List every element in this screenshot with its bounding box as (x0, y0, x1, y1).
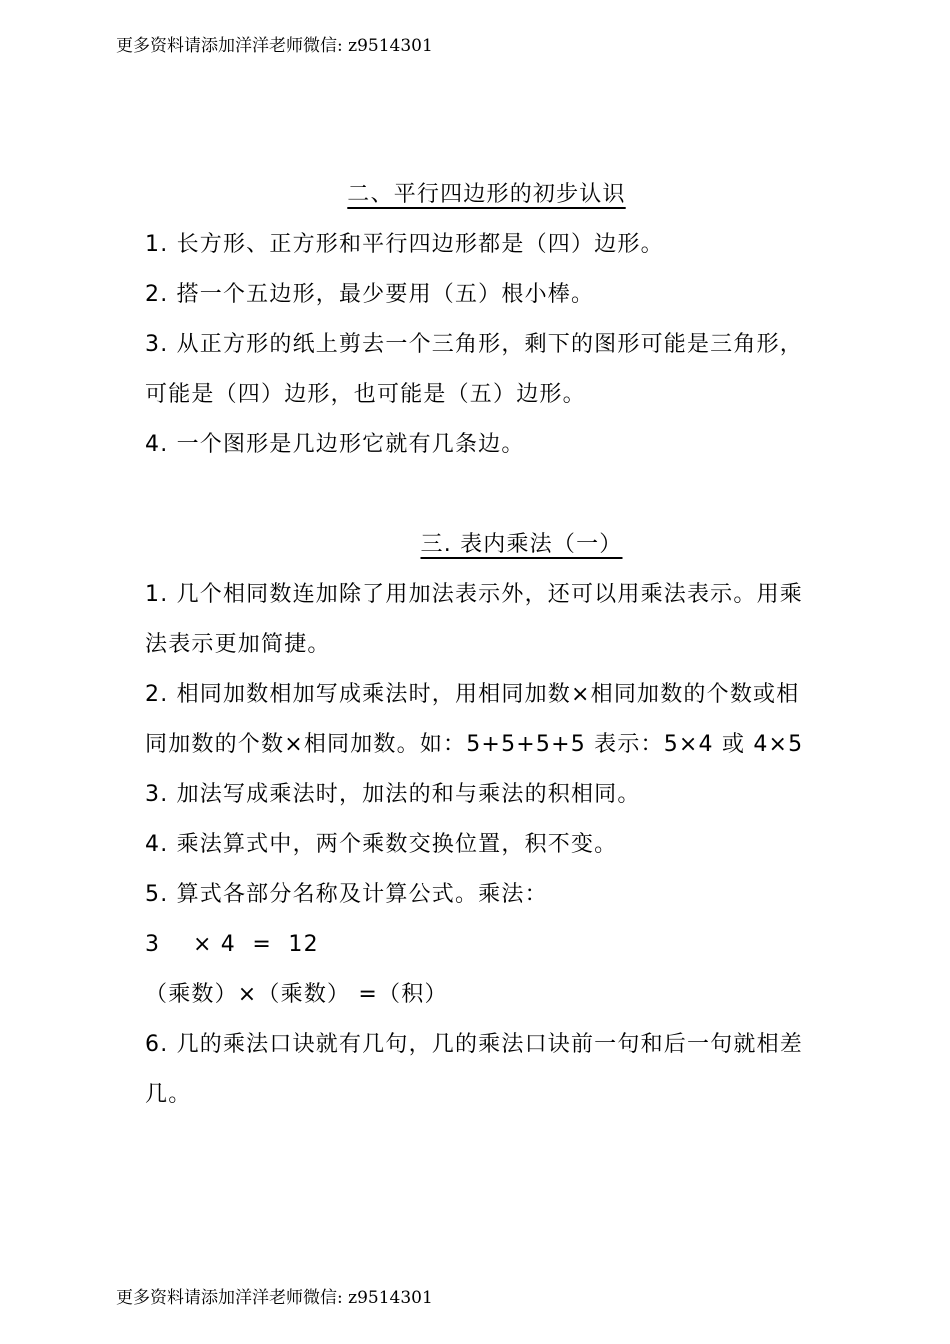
section-2-item-1: 1. 长方形、正方形和平行四边形都是（四）边形。 (145, 232, 664, 257)
section-3-item-5: 5. 算式各部分名称及计算公式。乘法： (145, 882, 548, 907)
multiplication-part-names: （乘数）×（乘数） =（积） (145, 982, 448, 1007)
document-body (145, 170, 810, 1120)
section-2-title: 二、平行四边形的初步认识 (347, 182, 626, 207)
section-spacer (145, 470, 810, 520)
section-2-item-4: 4. 一个图形是几边形它就有几条边。 (145, 432, 525, 457)
section-2-item-2: 2. 搭一个五边形，最少要用（五）根小棒。 (145, 282, 595, 307)
multiplication-formula: 3 × 4 = 12 (145, 932, 319, 957)
section-2-heading (145, 170, 810, 220)
footer-watermark-note: 更多资料请添加洋洋老师微信: z9514301 (116, 1288, 433, 1308)
header-watermark-note: 更多资料请添加洋洋老师微信: z9514301 (116, 36, 433, 56)
section-3-item-6: 6. 几的乘法口诀就有几句，几的乘法口诀前一句和后一句就相差几。 (145, 1032, 803, 1107)
section-3-item-2: 2. 相同加数相加写成乘法时，用相同加数×相同加数的个数或相同加数的个数×相同加数。如：5+5+5+5 表示：5×4 或 4×5 (145, 682, 804, 757)
section-3-title: 三. 表内乘法（一） (420, 532, 623, 557)
section-3-item-1: 1. 几个相同数连加除了用加法表示外，还可以用乘法表示。用乘法表示更加简捷。 (145, 582, 803, 657)
section-3-item-3: 3. 加法写成乘法时，加法的和与乘法的积相同。 (145, 782, 641, 807)
section-3-heading (145, 520, 810, 570)
section-2-item-3: 3. 从正方形的纸上剪去一个三角形，剩下的图形可能是三角形，可能是（四）边形，也可能是（五）边形。 (145, 332, 803, 407)
section-3-item-4: 4. 乘法算式中，两个乘数交换位置，积不变。 (145, 832, 618, 857)
